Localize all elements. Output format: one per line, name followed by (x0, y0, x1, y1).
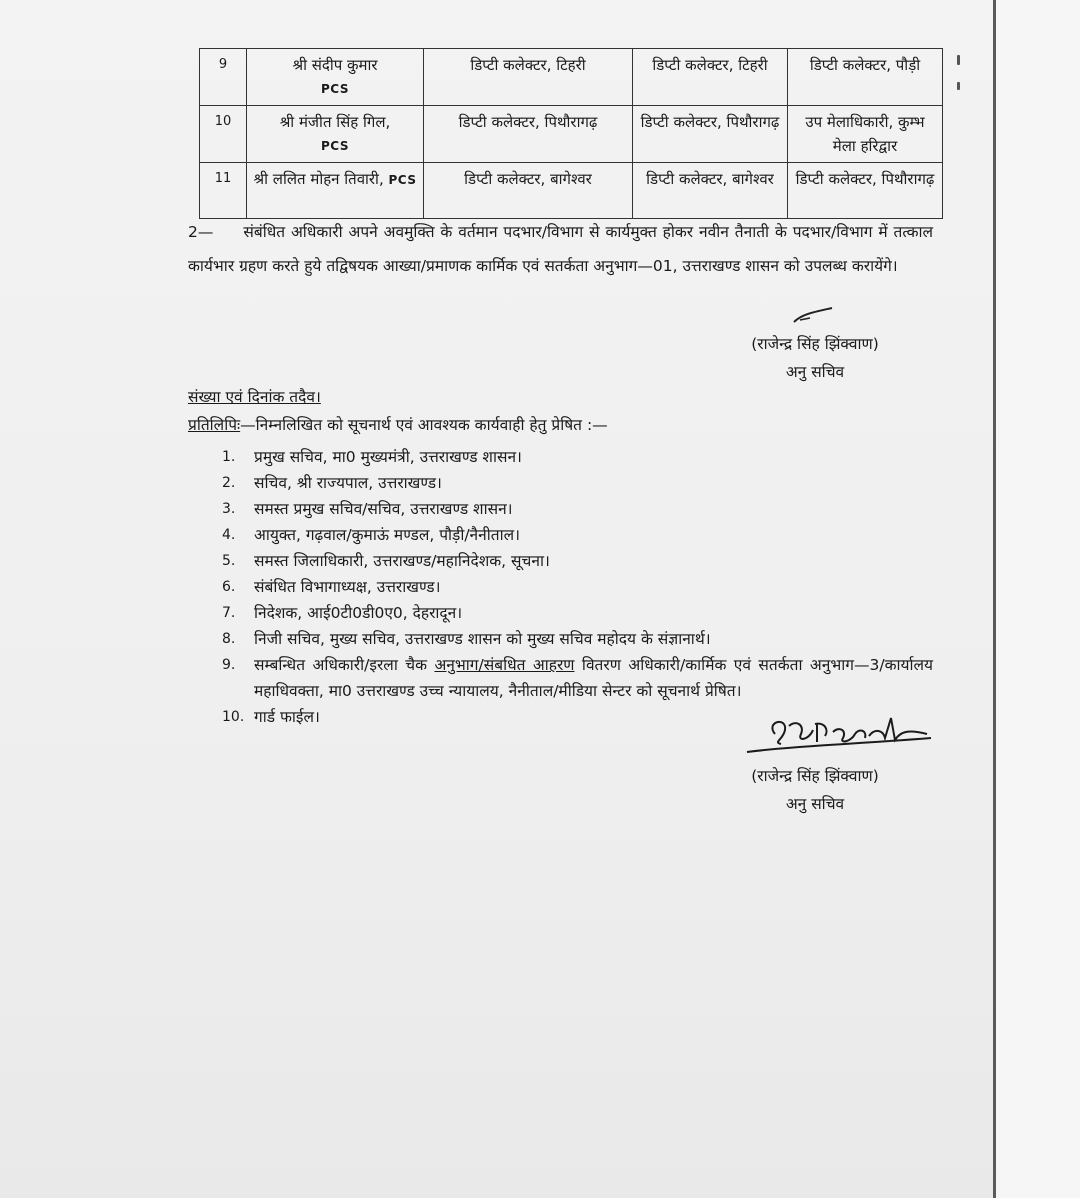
table-row (200, 106, 943, 163)
list-item: 9. सम्बन्धित अधिकारी/इरला चैक अनुभाग/संबधित आहरण वितरण अधिकारी/कार्मिक एवं सतर्कता अनुभाग—3/कार्यालय महाधिवक्ता, मा0 उत्तराखण्ड उच्च न्यायालय, नैनीताल/मीडिया सेन्टर को सूचनार्थ प्रेषित। (222, 656, 933, 700)
new-posting: डिप्टी कलेक्टर, पौड़ी (788, 49, 943, 106)
relieved-post: डिप्टी कलेक्टर, बागेश्वर (633, 163, 788, 219)
copy-to-text: —निम्नलिखित को सूचनार्थ एवं आवश्यक कार्यवाही हेतु प्रेषित :— (240, 416, 608, 434)
current-post: डिप्टी कलेक्टर, पिथौरागढ़ (424, 106, 633, 163)
officer-name: श्री ललित मोहन तिवारी, PCS (253, 170, 417, 188)
signatory-name: (राजेन्द्र सिंह झिंक्वाण) (751, 335, 879, 353)
relieved-post: डिप्टी कलेक्टर, टिहरी (633, 49, 788, 106)
list-item: 8. निजी सचिव, मुख्य सचिव, उत्तराखण्ड शासन को मुख्य सचिव महोदय के संज्ञानार्थ। (222, 630, 711, 648)
signatory-designation: अनु सचिव (785, 363, 845, 381)
officer-name-cell (247, 163, 424, 219)
reference-text: संख्या एवं दिनांक तदैव। (188, 388, 321, 406)
copy-to-label: प्रतिलिपिः (188, 416, 241, 434)
list-item: 6. संबंधित विभागाध्यक्ष, उत्तराखण्ड। (222, 578, 441, 596)
list-item: 10. गार्ड फाईल। (222, 708, 320, 726)
paragraph-text: संबंधित अधिकारी अपने अवमुक्ति के वर्तमान पदभार/विभाग से कार्यमुक्त होकर नवीन तैनाती के पदभार/विभाग में तत्काल कार्यभार ग्रहण करते हुये तद्विषयक आख्या/प्रमाणक कार्मिक एवं सतर्कता अनुभाग—01, उत्तराखण्ड शासन को उपलब्ध करायेंगे। (188, 223, 933, 275)
officer-name: श्री संदीप कुमार (292, 56, 378, 74)
reference-line (188, 385, 321, 409)
page-edge-line (993, 0, 996, 1198)
scan-speck (957, 55, 960, 65)
current-post: डिप्टी कलेक्टर, बागेश्वर (424, 163, 633, 219)
officer-name-cell (247, 49, 424, 106)
serial-number: 9 (200, 49, 247, 106)
distribution-list (222, 444, 933, 730)
serial-number: 10 (200, 106, 247, 163)
current-post: डिप्टी कलेक्टर, टिहरी (424, 49, 633, 106)
handwritten-signature-icon (735, 700, 935, 762)
new-posting: डिप्टी कलेक्टर, पिथौरागढ़ (788, 163, 943, 219)
instruction-paragraph (188, 215, 933, 283)
list-item: 4. आयुक्त, गढ़वाल/कुमाऊं मण्डल, पौड़ी/नैनीताल। (222, 526, 521, 544)
initial-mark-icon (780, 300, 840, 330)
table-row (200, 49, 943, 106)
signature-block (735, 330, 895, 386)
cadre-label: PCS (321, 139, 349, 153)
officer-name-cell (247, 106, 424, 163)
table-row (200, 163, 943, 219)
serial-number: 11 (200, 163, 247, 219)
scan-speck (957, 82, 960, 90)
signature-block (730, 762, 900, 818)
copy-to-line (188, 413, 608, 437)
list-item: 5. समस्त जिलाधिकारी, उत्तराखण्ड/महानिदेशक, सूचना। (222, 552, 550, 570)
list-item: 7. निदेशक, आई0टी0डी0ए0, देहरादून। (222, 604, 463, 622)
signatory-name: (राजेन्द्र सिंह झिंक्वाण) (751, 767, 879, 785)
cadre-label: PCS (388, 173, 417, 187)
cadre-label: PCS (321, 82, 349, 96)
signatory-designation: अनु सचिव (785, 795, 845, 813)
paragraph-number: 2— (188, 223, 214, 241)
page-margin (996, 0, 1080, 1198)
list-item: 1. प्रमुख सचिव, मा0 मुख्यमंत्री, उत्तराखण्ड शासन। (222, 448, 522, 466)
list-item: 2. सचिव, श्री राज्यपाल, उत्तराखण्ड। (222, 474, 442, 492)
relieved-post: डिप्टी कलेक्टर, पिथौरागढ़ (633, 106, 788, 163)
postings-table (199, 48, 943, 219)
new-posting: उप मेलाधिकारी, कुम्भ मेला हरिद्वार (788, 106, 943, 163)
officer-name: श्री मंजीत सिंह गिल, (279, 113, 391, 131)
list-item: 3. समस्त प्रमुख सचिव/सचिव, उत्तराखण्ड शासन। (222, 500, 513, 518)
